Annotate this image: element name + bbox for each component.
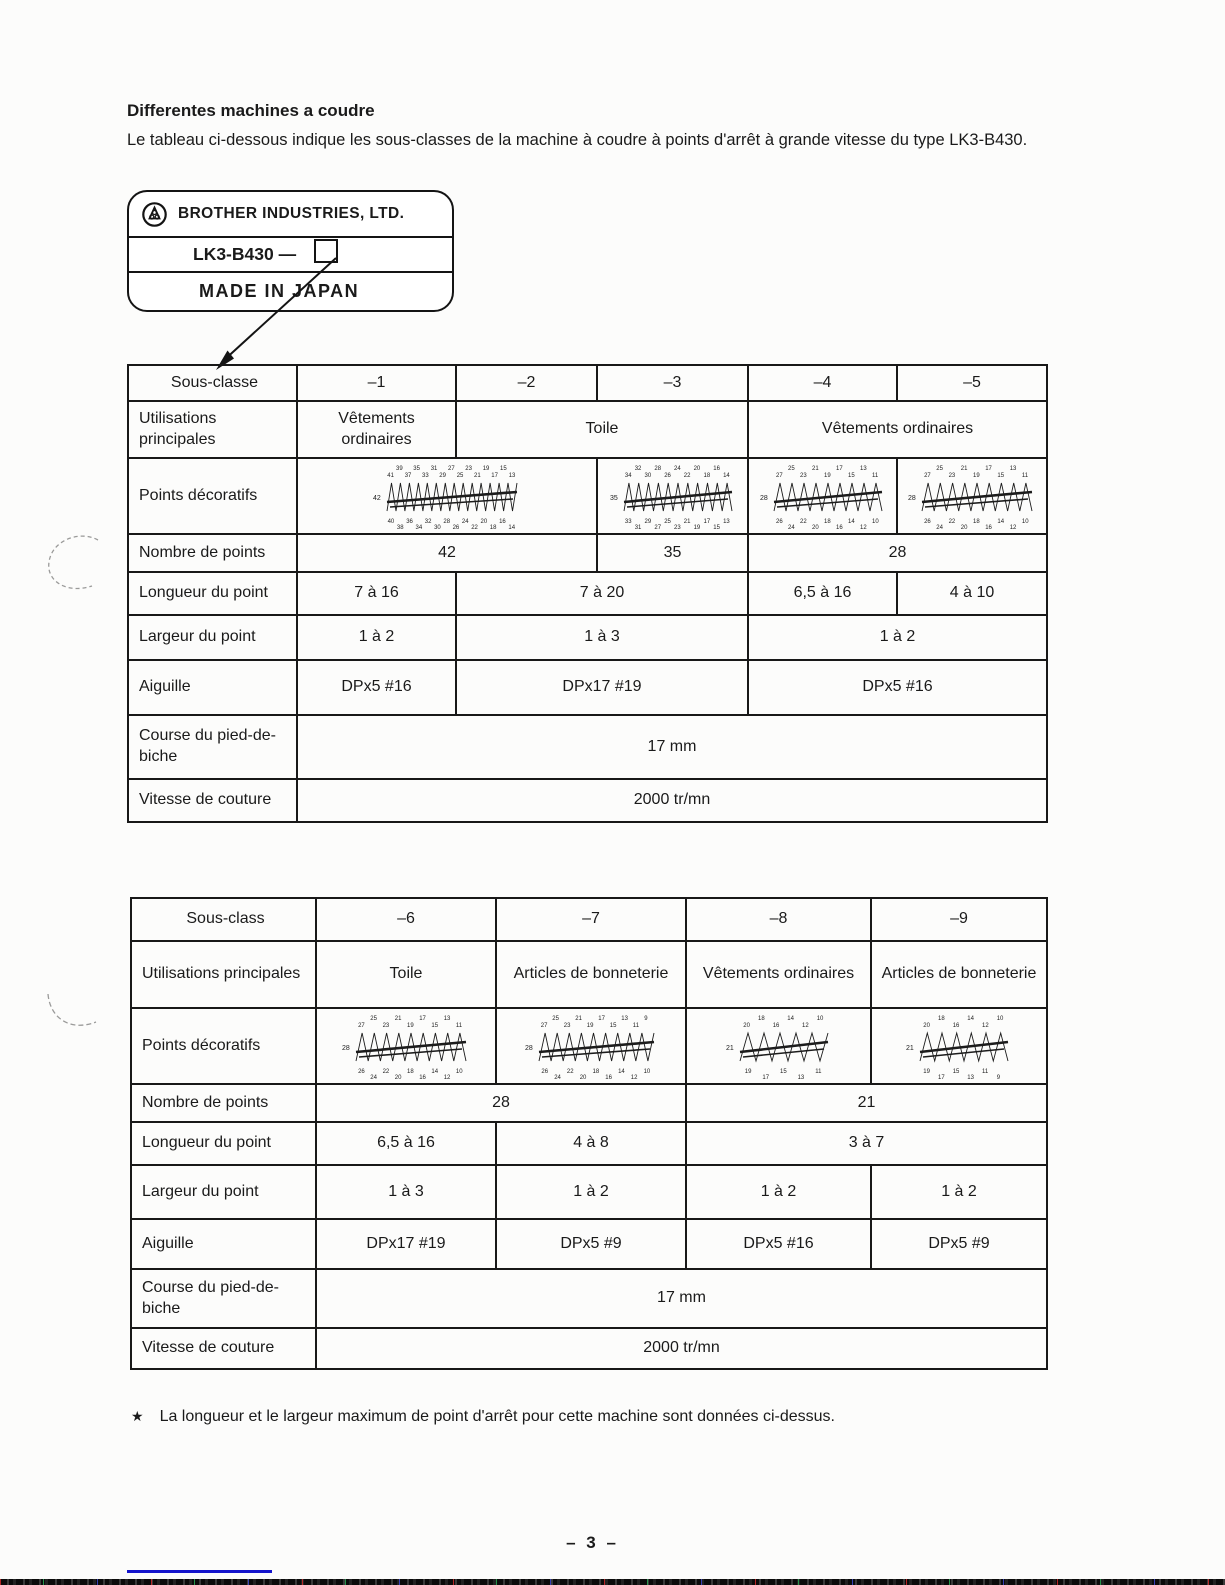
row-label: Longueur du point: [131, 1122, 316, 1165]
svg-text:14: 14: [847, 519, 855, 525]
svg-text:16: 16: [499, 519, 506, 525]
stitch-diagram-cell: [597, 458, 748, 534]
svg-text:22: 22: [799, 519, 807, 525]
svg-text:10: 10: [996, 1016, 1004, 1022]
scan-mark-arc-bottom: [36, 984, 110, 1038]
data-cell: DPx5 #9: [871, 1219, 1047, 1269]
origin-text: MADE IN JAPAN: [199, 281, 360, 301]
svg-text:17: 17: [835, 466, 843, 472]
data-cell: 1 à 2: [297, 615, 456, 660]
table1-length-row: [128, 572, 1047, 615]
svg-text:26: 26: [924, 519, 931, 525]
svg-text:17: 17: [491, 473, 498, 479]
svg-text:24: 24: [370, 1075, 377, 1081]
data-cell: Vêtements ordinaires: [297, 401, 456, 458]
stitch-diagram-28: [501, 1011, 681, 1081]
svg-text:29: 29: [439, 473, 446, 479]
svg-text:18: 18: [938, 1016, 945, 1022]
svg-text:27: 27: [540, 1023, 547, 1029]
svg-text:19: 19: [973, 473, 980, 479]
svg-text:16: 16: [604, 1075, 612, 1081]
data-cell: 4 à 10: [897, 572, 1047, 615]
svg-text:16: 16: [952, 1023, 960, 1029]
page-number: – 3 –: [566, 1533, 619, 1552]
svg-text:13: 13: [620, 1016, 628, 1022]
table1-width-row: [128, 615, 1047, 660]
svg-text:18: 18: [973, 519, 980, 525]
svg-text:31: 31: [430, 466, 438, 472]
svg-text:27: 27: [448, 466, 455, 472]
svg-text:11: 11: [814, 1069, 821, 1075]
table2-width-row: [131, 1165, 1047, 1219]
svg-text:12: 12: [443, 1075, 451, 1081]
svg-text:11: 11: [455, 1023, 463, 1029]
table1-stitches-row: [128, 458, 1047, 534]
header-cell: –1: [297, 365, 456, 401]
svg-text:17: 17: [985, 466, 992, 472]
svg-text:15: 15: [952, 1069, 960, 1075]
data-cell: 28: [748, 534, 1047, 572]
footnote-text: La longueur et le largeur maximum de point d'arrêt pour cette machine sont données ci-dessus.: [159, 1408, 835, 1425]
svg-text:26: 26: [663, 473, 671, 479]
table1-speed-row: [128, 779, 1047, 822]
svg-text:41: 41: [387, 473, 394, 479]
svg-text:27: 27: [653, 525, 661, 531]
svg-text:17: 17: [419, 1016, 426, 1022]
stitch-diagram-cell: [297, 458, 597, 534]
svg-text:12: 12: [630, 1075, 637, 1081]
svg-text:28: 28: [653, 466, 661, 472]
svg-text:20: 20: [394, 1075, 402, 1081]
svg-text:40: 40: [387, 519, 395, 525]
header-cell: –3: [597, 365, 748, 401]
header-cell: –8: [686, 898, 871, 941]
svg-text:21: 21: [811, 466, 819, 472]
svg-text:16: 16: [772, 1023, 779, 1029]
svg-text:33: 33: [422, 473, 429, 479]
svg-text:26: 26: [452, 525, 460, 531]
svg-text:23: 23: [382, 1023, 390, 1029]
svg-text:13: 13: [722, 519, 730, 525]
svg-text:28: 28: [342, 1045, 350, 1052]
row-label: Vitesse de couture: [128, 779, 297, 822]
header-cell: –9: [871, 898, 1047, 941]
svg-text:20: 20: [923, 1023, 930, 1029]
data-cell: DPx5 #16: [686, 1219, 871, 1269]
svg-text:25: 25: [456, 473, 464, 479]
table2-length-row: [131, 1122, 1047, 1165]
data-cell: 6,5 à 16: [748, 572, 897, 615]
data-cell: Toile: [456, 401, 748, 458]
company-name: BROTHER INDUSTRIES, LTD.: [178, 205, 405, 222]
row-label: Largeur du point: [128, 615, 297, 660]
svg-text:11: 11: [982, 1069, 989, 1075]
svg-text:20: 20: [693, 466, 700, 472]
svg-text:21: 21: [960, 466, 968, 472]
data-cell: 1 à 2: [748, 615, 1047, 660]
stitch-diagram-cell: [871, 1008, 1047, 1084]
svg-text:22: 22: [566, 1069, 574, 1075]
data-cell: Articles de bonneterie: [871, 941, 1047, 1008]
svg-text:35: 35: [609, 495, 618, 502]
svg-text:14: 14: [508, 525, 516, 531]
data-cell: 21: [686, 1084, 1047, 1122]
svg-text:19: 19: [744, 1069, 751, 1075]
header-cell: –6: [316, 898, 496, 941]
brother-logo-icon: [141, 201, 168, 228]
blue-underline: [127, 1570, 272, 1573]
svg-text:25: 25: [370, 1016, 377, 1022]
svg-text:36: 36: [406, 519, 413, 525]
row-label: Utilisations principales: [128, 401, 297, 458]
row-label: Nombre de points: [128, 534, 297, 572]
row-label: Sous-classe: [128, 365, 297, 401]
svg-text:28: 28: [908, 495, 916, 502]
row-label: Utilisations principales: [131, 941, 316, 1008]
svg-text:26: 26: [775, 519, 783, 525]
svg-text:23: 23: [563, 1023, 570, 1029]
row-label: Course du pied-de-biche: [128, 715, 297, 779]
footnote: [131, 1408, 835, 1426]
svg-text:20: 20: [742, 1023, 750, 1029]
table1-needle-row: [128, 660, 1047, 715]
stitch-diagram-28: [321, 1011, 491, 1081]
svg-text:28: 28: [759, 495, 768, 502]
row-label: Largeur du point: [131, 1165, 316, 1219]
data-cell: 17 mm: [316, 1269, 1047, 1328]
data-cell: 1 à 2: [496, 1165, 686, 1219]
svg-text:24: 24: [936, 525, 943, 531]
svg-text:15: 15: [609, 1023, 616, 1029]
svg-text:13: 13: [443, 1016, 451, 1022]
row-label: Aiguille: [131, 1219, 316, 1269]
svg-text:25: 25: [936, 466, 943, 472]
stitch-diagram-21: [691, 1011, 866, 1081]
svg-text:16: 16: [712, 466, 720, 472]
plate-company-row: [129, 192, 452, 238]
svg-text:13: 13: [797, 1075, 804, 1081]
svg-text:16: 16: [985, 525, 992, 531]
svg-text:18: 18: [823, 519, 831, 525]
svg-text:12: 12: [859, 525, 867, 531]
svg-text:19: 19: [482, 466, 490, 472]
table2-usage-row: [131, 941, 1047, 1008]
data-cell: 42: [297, 534, 597, 572]
svg-text:18: 18: [592, 1069, 599, 1075]
svg-text:19: 19: [923, 1069, 930, 1075]
data-cell: Vêtements ordinaires: [748, 401, 1047, 458]
svg-text:30: 30: [434, 525, 441, 531]
table2-presser-row: [131, 1269, 1047, 1328]
subclass-pointer-arrow: [196, 252, 356, 376]
subclass-table-2: [130, 897, 1048, 1370]
svg-text:10: 10: [455, 1069, 463, 1075]
row-label: Longueur du point: [128, 572, 297, 615]
data-cell: DPx5 #16: [748, 660, 1047, 715]
data-cell: Articles de bonneterie: [496, 941, 686, 1008]
svg-text:25: 25: [551, 1016, 559, 1022]
data-cell: 3 à 7: [686, 1122, 1047, 1165]
svg-text:34: 34: [624, 473, 632, 479]
svg-text:26: 26: [540, 1069, 548, 1075]
row-label: Aiguille: [128, 660, 297, 715]
svg-text:25: 25: [663, 519, 671, 525]
data-cell: 2000 tr/mn: [316, 1328, 1047, 1369]
svg-text:35: 35: [413, 466, 420, 472]
svg-text:21: 21: [725, 1045, 734, 1052]
stitch-diagram-28: [902, 461, 1042, 531]
svg-text:14: 14: [786, 1016, 794, 1022]
data-cell: 2000 tr/mn: [297, 779, 1047, 822]
stitch-diagram-21: [876, 1011, 1042, 1081]
header-cell: –2: [456, 365, 597, 401]
table1-header-row: [128, 365, 1047, 401]
svg-text:17: 17: [703, 519, 710, 525]
svg-text:12: 12: [801, 1023, 809, 1029]
stitch-diagram-35: [602, 461, 743, 531]
svg-text:10: 10: [871, 519, 879, 525]
svg-text:23: 23: [465, 466, 472, 472]
header-cell: –4: [748, 365, 897, 401]
svg-text:15: 15: [431, 1023, 439, 1029]
svg-text:23: 23: [799, 473, 807, 479]
data-cell: Toile: [316, 941, 496, 1008]
svg-text:19: 19: [823, 473, 831, 479]
svg-text:11: 11: [632, 1023, 639, 1029]
data-cell: 4 à 8: [496, 1122, 686, 1165]
svg-text:12: 12: [1009, 525, 1017, 531]
svg-text:9: 9: [643, 1016, 648, 1022]
svg-text:24: 24: [461, 519, 469, 525]
svg-text:38: 38: [396, 525, 404, 531]
data-cell: 1 à 3: [456, 615, 748, 660]
svg-text:10: 10: [816, 1016, 823, 1022]
svg-text:28: 28: [443, 519, 451, 525]
svg-text:22: 22: [948, 519, 956, 525]
svg-text:13: 13: [967, 1075, 974, 1081]
svg-text:37: 37: [404, 473, 412, 479]
table2-header-row: [131, 898, 1047, 941]
svg-text:15: 15: [847, 473, 855, 479]
svg-text:15: 15: [500, 466, 507, 472]
svg-text:24: 24: [673, 466, 681, 472]
data-cell: DPx5 #16: [297, 660, 456, 715]
svg-text:17: 17: [597, 1016, 605, 1022]
stitch-diagram-cell: [897, 458, 1047, 534]
svg-text:29: 29: [644, 519, 651, 525]
table2-points-row: [131, 1084, 1047, 1122]
svg-text:14: 14: [722, 473, 730, 479]
svg-text:17: 17: [938, 1075, 945, 1081]
svg-text:31: 31: [634, 525, 641, 531]
svg-text:14: 14: [997, 519, 1005, 525]
row-label: Vitesse de couture: [131, 1328, 316, 1369]
svg-text:39: 39: [396, 466, 403, 472]
svg-text:21: 21: [394, 1016, 402, 1022]
svg-text:21: 21: [683, 519, 690, 525]
svg-text:15: 15: [779, 1069, 787, 1075]
svg-text:16: 16: [835, 525, 843, 531]
data-cell: 28: [316, 1084, 686, 1122]
svg-text:13: 13: [859, 466, 867, 472]
svg-text:19: 19: [693, 525, 700, 531]
data-cell: 7 à 20: [456, 572, 748, 615]
svg-text:27: 27: [775, 473, 783, 479]
svg-text:33: 33: [624, 519, 632, 525]
data-cell: 17 mm: [297, 715, 1047, 779]
row-label: Sous-class: [131, 898, 316, 941]
data-cell: DPx17 #19: [456, 660, 748, 715]
svg-text:22: 22: [382, 1069, 390, 1075]
header-cell: –7: [496, 898, 686, 941]
svg-text:34: 34: [415, 525, 423, 531]
svg-text:22: 22: [683, 473, 690, 479]
stitch-diagram-28: [753, 461, 892, 531]
svg-text:14: 14: [431, 1069, 439, 1075]
subclass-table-1: [127, 364, 1048, 823]
stitch-diagram-42: [302, 461, 592, 531]
data-cell: 1 à 3: [316, 1165, 496, 1219]
svg-text:27: 27: [924, 473, 931, 479]
svg-text:22: 22: [471, 525, 478, 531]
svg-text:21: 21: [574, 1016, 582, 1022]
row-label: Points décoratifs: [131, 1008, 316, 1084]
table1-points-row: [128, 534, 1047, 572]
svg-text:15: 15: [997, 473, 1005, 479]
data-cell: 7 à 16: [297, 572, 456, 615]
scan-mark-arc-top: [36, 528, 110, 596]
stitch-diagram-cell: [496, 1008, 686, 1084]
svg-text:9: 9: [996, 1075, 1001, 1081]
svg-text:24: 24: [553, 1075, 561, 1081]
svg-text:14: 14: [967, 1016, 974, 1022]
row-label: Nombre de points: [131, 1084, 316, 1122]
intro-text: Le tableau ci-dessous indique les sous-classes de la machine à coudre à points d'arrêt à grande vitesse du type LK3-B430.: [127, 131, 1028, 149]
svg-text:18: 18: [407, 1069, 414, 1075]
svg-text:19: 19: [407, 1023, 414, 1029]
svg-text:18: 18: [489, 525, 497, 531]
row-label: Course du pied-de-biche: [131, 1269, 316, 1328]
svg-text:25: 25: [787, 466, 795, 472]
data-cell: 1 à 2: [686, 1165, 871, 1219]
svg-text:18: 18: [703, 473, 710, 479]
data-cell: DPx5 #9: [496, 1219, 686, 1269]
stitch-diagram-cell: [748, 458, 897, 534]
svg-text:12: 12: [982, 1023, 989, 1029]
svg-text:27: 27: [358, 1023, 365, 1029]
star-icon: ★: [131, 1408, 144, 1424]
svg-text:42: 42: [373, 495, 381, 502]
page-title: Differentes machines a coudre: [127, 101, 375, 120]
data-cell: Vêtements ordinaires: [686, 941, 871, 1008]
table2-needle-row: [131, 1219, 1047, 1269]
svg-text:17: 17: [761, 1075, 769, 1081]
table1-usage-row: [128, 401, 1047, 458]
data-cell: 6,5 à 16: [316, 1122, 496, 1165]
svg-text:11: 11: [1021, 473, 1029, 479]
svg-text:10: 10: [1021, 519, 1029, 525]
svg-text:32: 32: [424, 519, 432, 525]
svg-text:18: 18: [757, 1016, 765, 1022]
svg-text:21: 21: [474, 473, 481, 479]
row-label: Points décoratifs: [128, 458, 297, 534]
svg-text:14: 14: [617, 1069, 625, 1075]
table2-stitches-row: [131, 1008, 1047, 1084]
table1-presser-row: [128, 715, 1047, 779]
svg-text:21: 21: [906, 1045, 914, 1052]
svg-text:20: 20: [579, 1075, 586, 1081]
svg-text:19: 19: [586, 1023, 593, 1029]
data-cell: 1 à 2: [871, 1165, 1047, 1219]
svg-text:16: 16: [419, 1075, 426, 1081]
svg-text:20: 20: [480, 519, 488, 525]
scan-edge-artifact: [0, 1579, 1225, 1585]
svg-text:15: 15: [712, 525, 720, 531]
svg-text:24: 24: [787, 525, 795, 531]
data-cell: 35: [597, 534, 748, 572]
data-cell: DPx17 #19: [316, 1219, 496, 1269]
svg-text:28: 28: [524, 1045, 533, 1052]
model-number: LK3-B430 —: [193, 244, 297, 264]
svg-text:10: 10: [643, 1069, 650, 1075]
stitch-diagram-cell: [686, 1008, 871, 1084]
svg-text:13: 13: [508, 473, 516, 479]
svg-text:13: 13: [1009, 466, 1017, 472]
svg-text:20: 20: [811, 525, 819, 531]
svg-text:11: 11: [871, 473, 878, 479]
table2-speed-row: [131, 1328, 1047, 1369]
svg-text:26: 26: [358, 1069, 365, 1075]
stitch-diagram-cell: [316, 1008, 496, 1084]
header-cell: –5: [897, 365, 1047, 401]
svg-text:23: 23: [948, 473, 956, 479]
svg-text:30: 30: [644, 473, 651, 479]
svg-text:32: 32: [634, 466, 641, 472]
svg-text:23: 23: [673, 525, 681, 531]
svg-text:20: 20: [960, 525, 968, 531]
